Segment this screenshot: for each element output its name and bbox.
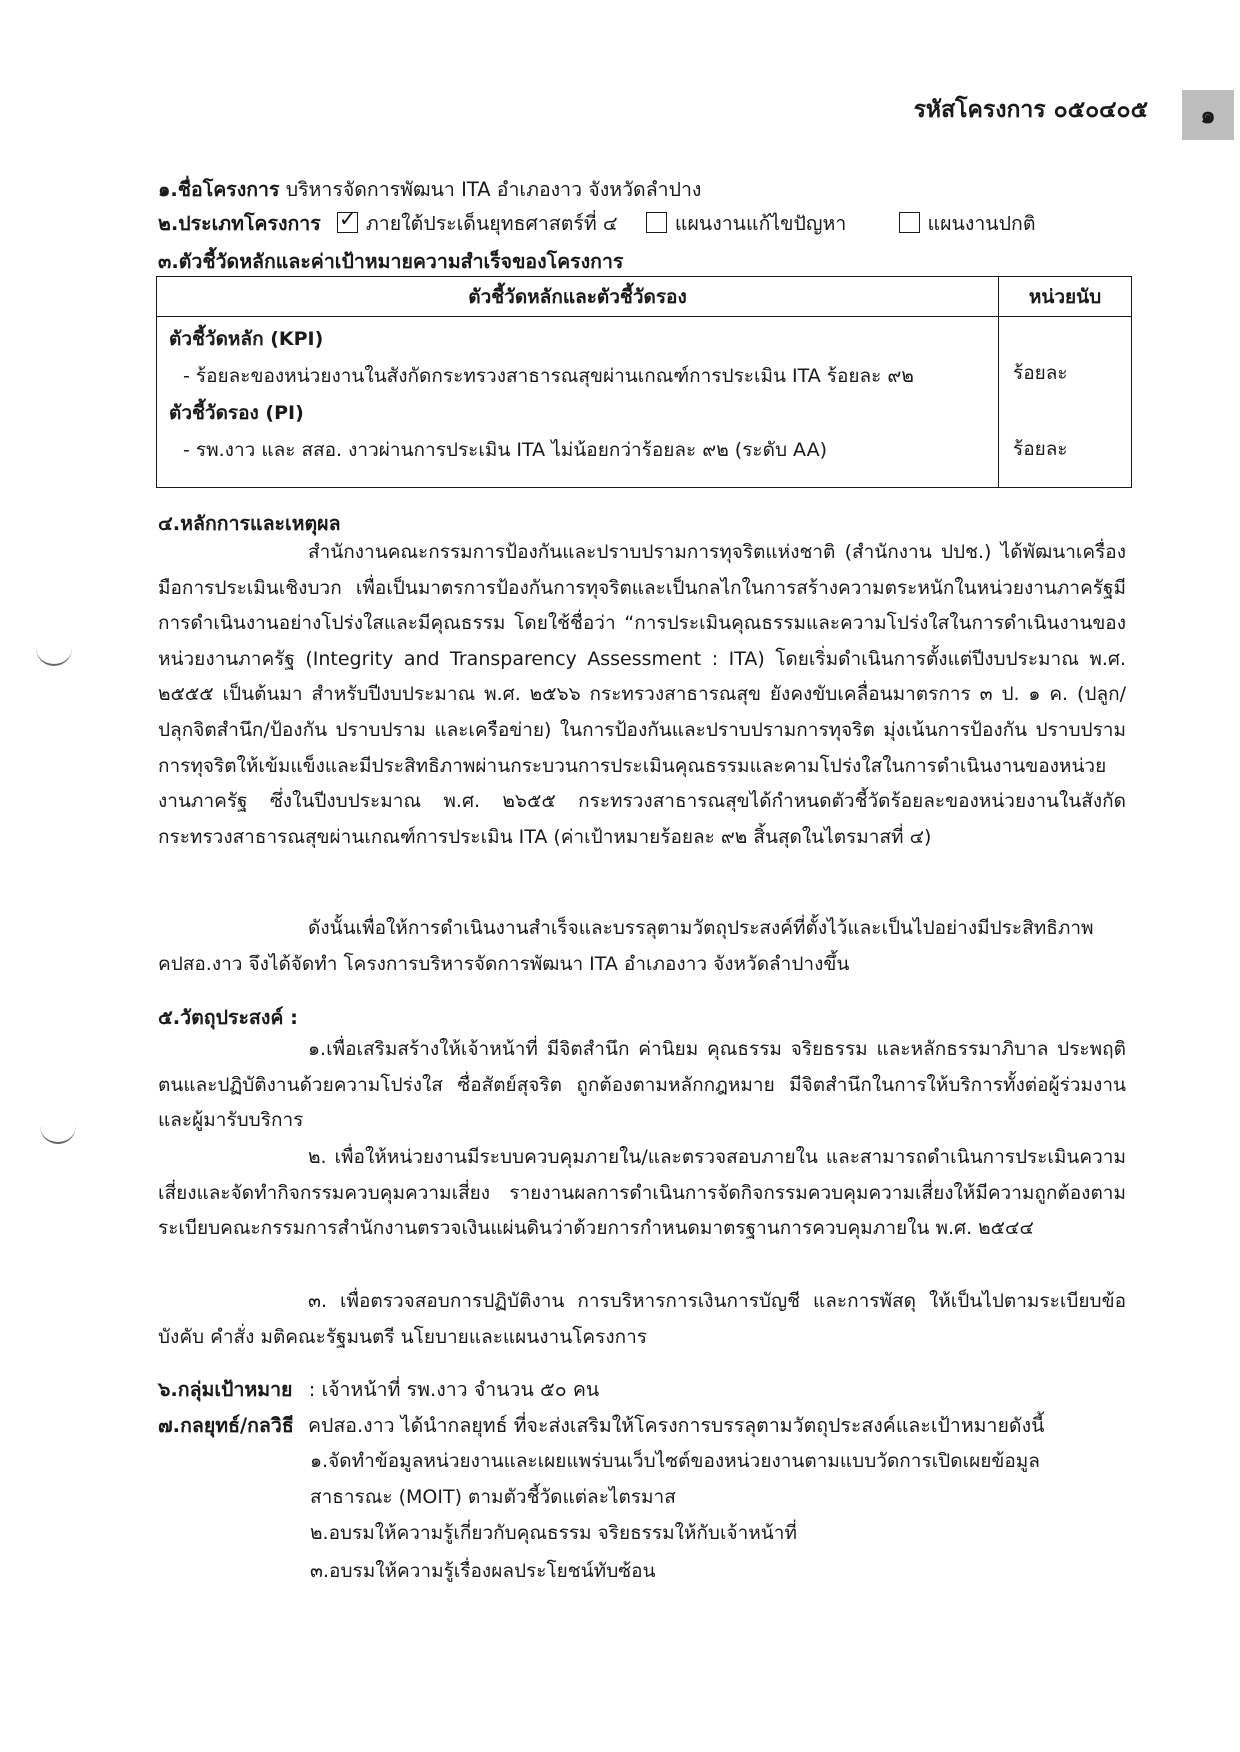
objective-2: ๒. เพื่อให้หน่วยงานมีระบบควบคุมภายใน/และตรวจสอบภายใน และสามารถดำเนินการประเมินความเสี่ยงและจัดทำกิจกรรมควบคุมความเสี่ยง รายงานผลการดำเนินการจัดกิจกรรมควบคุมความเสี่ยงให้มีความถูกต้องตามระเบียบคณะกรรมการสำนักงานตรวจเงินแผ่นดินว่าด้วยการกำหนดมาตรฐานการควบคุมภายใน พ.ศ. ๒๕๔๔ xyxy=(158,1146,1126,1240)
rationale-paragraph-1: สำนักงานคณะกรรมการป้องกันและปราบปรามการทุจริตแห่งชาติ (สำนักงาน ปปช.) ได้พัฒนาเครื่องมือการประเมินเชิงบวก เพื่อเป็นมาตรการป้องกันการทุจริตและเป็นกลไกในการสร้างความตระหนักในหน่วยงานภาครัฐมีการดำเนินงานอย่างโปร่งใสและมีคุณธรรม โดยใช้ชื่อว่า “การประเมินคุณธรรมและความโปร่งใสในการดำเนินงานของหน่วยงานภาครัฐ (Integrity and Transparency Assessment : ITA) โดยเริ่มดำเนินการตั้งแต่ปีงบประมาณ พ.ศ. ๒๕๕๕ เป็นต้นมา สำหรับปีงบประมาณ พ.ศ. ๒๕๖๖ กระทรวงสาธารณสุข ยังคงขับเคลื่อนมาตรการ ๓ ป. ๑ ค. (ปลูก/ปลุกจิตสำนึก/ป้องกัน ปราบปราม และเครือข่าย) ในการป้องกันและปราบปรามการทุจริต มุ่งเน้นการป้องกัน ปราบปรามการทุจริตให้เข้มแข็งและมีประสิทธิภาพผ่านกระบวนการประเมินคุณธรรมและคามโปร่งใสในการดำเนินงานของหน่วยงานภาครัฐ ซึ่งในปีงบประมาณ พ.ศ. ๒๖๕๕ กระทรวงสาธารณสุขได้กำหนดตัวชี้วัดร้อยละของหน่วยงานในสังกัดกระทรวงสาธารณสุขผ่านเกณฑ์การประเมิน ITA (ค่าเป้าหมายร้อยละ ๙๒ สิ้นสุดในไตรมาสที่ ๔) xyxy=(158,541,1126,848)
strategy-item-1-cont: สาธารณะ (MOIT) ตามตัวชี้วัดแต่ละไตรมาส xyxy=(310,1486,676,1508)
checkbox-normal-plan[interactable] xyxy=(899,212,920,233)
kpi-unit: ร้อยละ xyxy=(1013,362,1068,384)
unit-cell xyxy=(999,317,1132,488)
pi-title: ตัวชี้วัดรอง (PI) xyxy=(169,402,304,424)
objective-1: ๑.เพื่อเสริมสร้างให้เจ้าหน้าที่ มีจิตสำนึก ค่านิยม คุณธรรม จริยธรรม และหลักธรรมาภิบาล ประพฤติตนและปฏิบัติงานด้วยความโปร่งใส ซื่อสัตย์สุจริต ถูกต้องตามหลักกฎหมาย มีจิตสำนึกในการให้บริการทั้งต่อผู้ร่วมงานและผู้มารับบริการ xyxy=(158,1038,1126,1132)
project-code: รหัสโครงการ ๐๕๐๔๐๕ xyxy=(913,97,1148,123)
section-1-label: ๑.ชื่อโครงการ xyxy=(158,178,280,201)
section-2-label: ๒.ประเภทโครงการ xyxy=(158,212,321,235)
kpi-item: - ร้อยละของหน่วยงานในสังกัดกระทรวงสาธารณสุขผ่านเกณฑ์การประเมิน ITA ร้อยละ ๙๒ xyxy=(183,365,914,387)
objective-3: ๓. เพื่อตรวจสอบการปฏิบัติงาน การบริหารการเงินการบัญชี และการพัสดุ ให้เป็นไปตามระเบียบข้อบังคับ คำสั่ง มติคณะรัฐมนตรี นโยบายและแผนงานโครงการ xyxy=(158,1290,1126,1348)
checkbox-strategy[interactable] xyxy=(337,212,358,233)
pi-unit: ร้อยละ xyxy=(1013,438,1068,460)
table-header-unit: หน่วยนับ xyxy=(999,277,1132,317)
scan-mark xyxy=(40,1126,76,1144)
target-group: : เจ้าหน้าที่ รพ.งาว จำนวน ๕๐ คน xyxy=(308,1378,600,1401)
option-problem-plan-label: แผนงานแก้ไขปัญหา xyxy=(674,212,847,235)
indicators-cell xyxy=(157,317,999,488)
section-6-label: ๖.กลุ่มเป้าหมาย xyxy=(158,1378,293,1401)
section-3-label: ๓.ตัวชี้วัดหลักและค่าเป้าหมายความสำเร็จของโครงการ xyxy=(158,250,624,273)
section-5-label: ๕.วัตถุประสงค์ : xyxy=(158,1006,298,1029)
table-header-indicators: ตัวชี้วัดหลักและตัวชี้วัดรอง xyxy=(157,277,999,317)
project-name: บริหารจัดการพัฒนา ITA อำเภองาว จังหวัดลำปาง xyxy=(285,178,702,201)
section-7-label: ๗.กลยุทธ์/กลวิธี xyxy=(158,1414,294,1437)
page-number: ๑ xyxy=(1182,90,1234,140)
strategy-intro: คปสอ.งาว ได้นำกลยุทธ์ ที่จะส่งเสริมให้โครงการบรรลุตามวัตถุประสงค์และเป้าหมายดังนี้ xyxy=(307,1414,1045,1437)
kpi-table xyxy=(156,276,1132,488)
pi-item: - รพ.งาว และ สสอ. งาวผ่านการประเมิน ITA ไม่น้อยกว่าร้อยละ ๙๒ (ระดับ AA) xyxy=(183,439,827,461)
option-strategy-label: ภายใต้ประเด็นยุทธศาสตร์ที่ ๔ xyxy=(365,212,618,235)
section-7 xyxy=(158,1410,1044,1441)
option-normal-plan-label: แผนงานปกติ xyxy=(927,212,1036,235)
strategy-item-3: ๓.อบรมให้ความรู้เรื่องผลประโยชน์ทับซ้อน xyxy=(310,1560,656,1582)
checkbox-problem-plan[interactable] xyxy=(646,212,667,233)
strategy-item-2: ๒.อบรมให้ความรู้เกี่ยวกับคุณธรรม จริยธรรมให้กับเจ้าหน้าที่ xyxy=(310,1522,797,1544)
kpi-title: ตัวชี้วัดหลัก (KPI) xyxy=(169,328,324,350)
rationale-paragraph-2: ดังนั้นเพื่อให้การดำเนินงานสำเร็จและบรรลุตามวัตถุประสงค์ที่ตั้งไว้และเป็นไปอย่างมีประสิทธิภาพ คปสอ.งาว จึงได้จัดทำ โครงการบริหารจัดการพัฒนา ITA อำเภองาว จังหวัดลำปางขึ้น xyxy=(158,917,1094,975)
section-1 xyxy=(158,174,701,205)
section-6 xyxy=(158,1374,599,1405)
section-2 xyxy=(158,208,1036,239)
section-4-label: ๔.หลักการและเหตุผล xyxy=(158,512,341,535)
strategy-item-1: ๑.จัดทำข้อมูลหน่วยงานและเผยแพร่บนเว็บไซต์ของหน่วยงานตามแบบวัดการเปิดเผยข้อมูล xyxy=(310,1450,1040,1472)
scan-mark xyxy=(36,648,72,666)
